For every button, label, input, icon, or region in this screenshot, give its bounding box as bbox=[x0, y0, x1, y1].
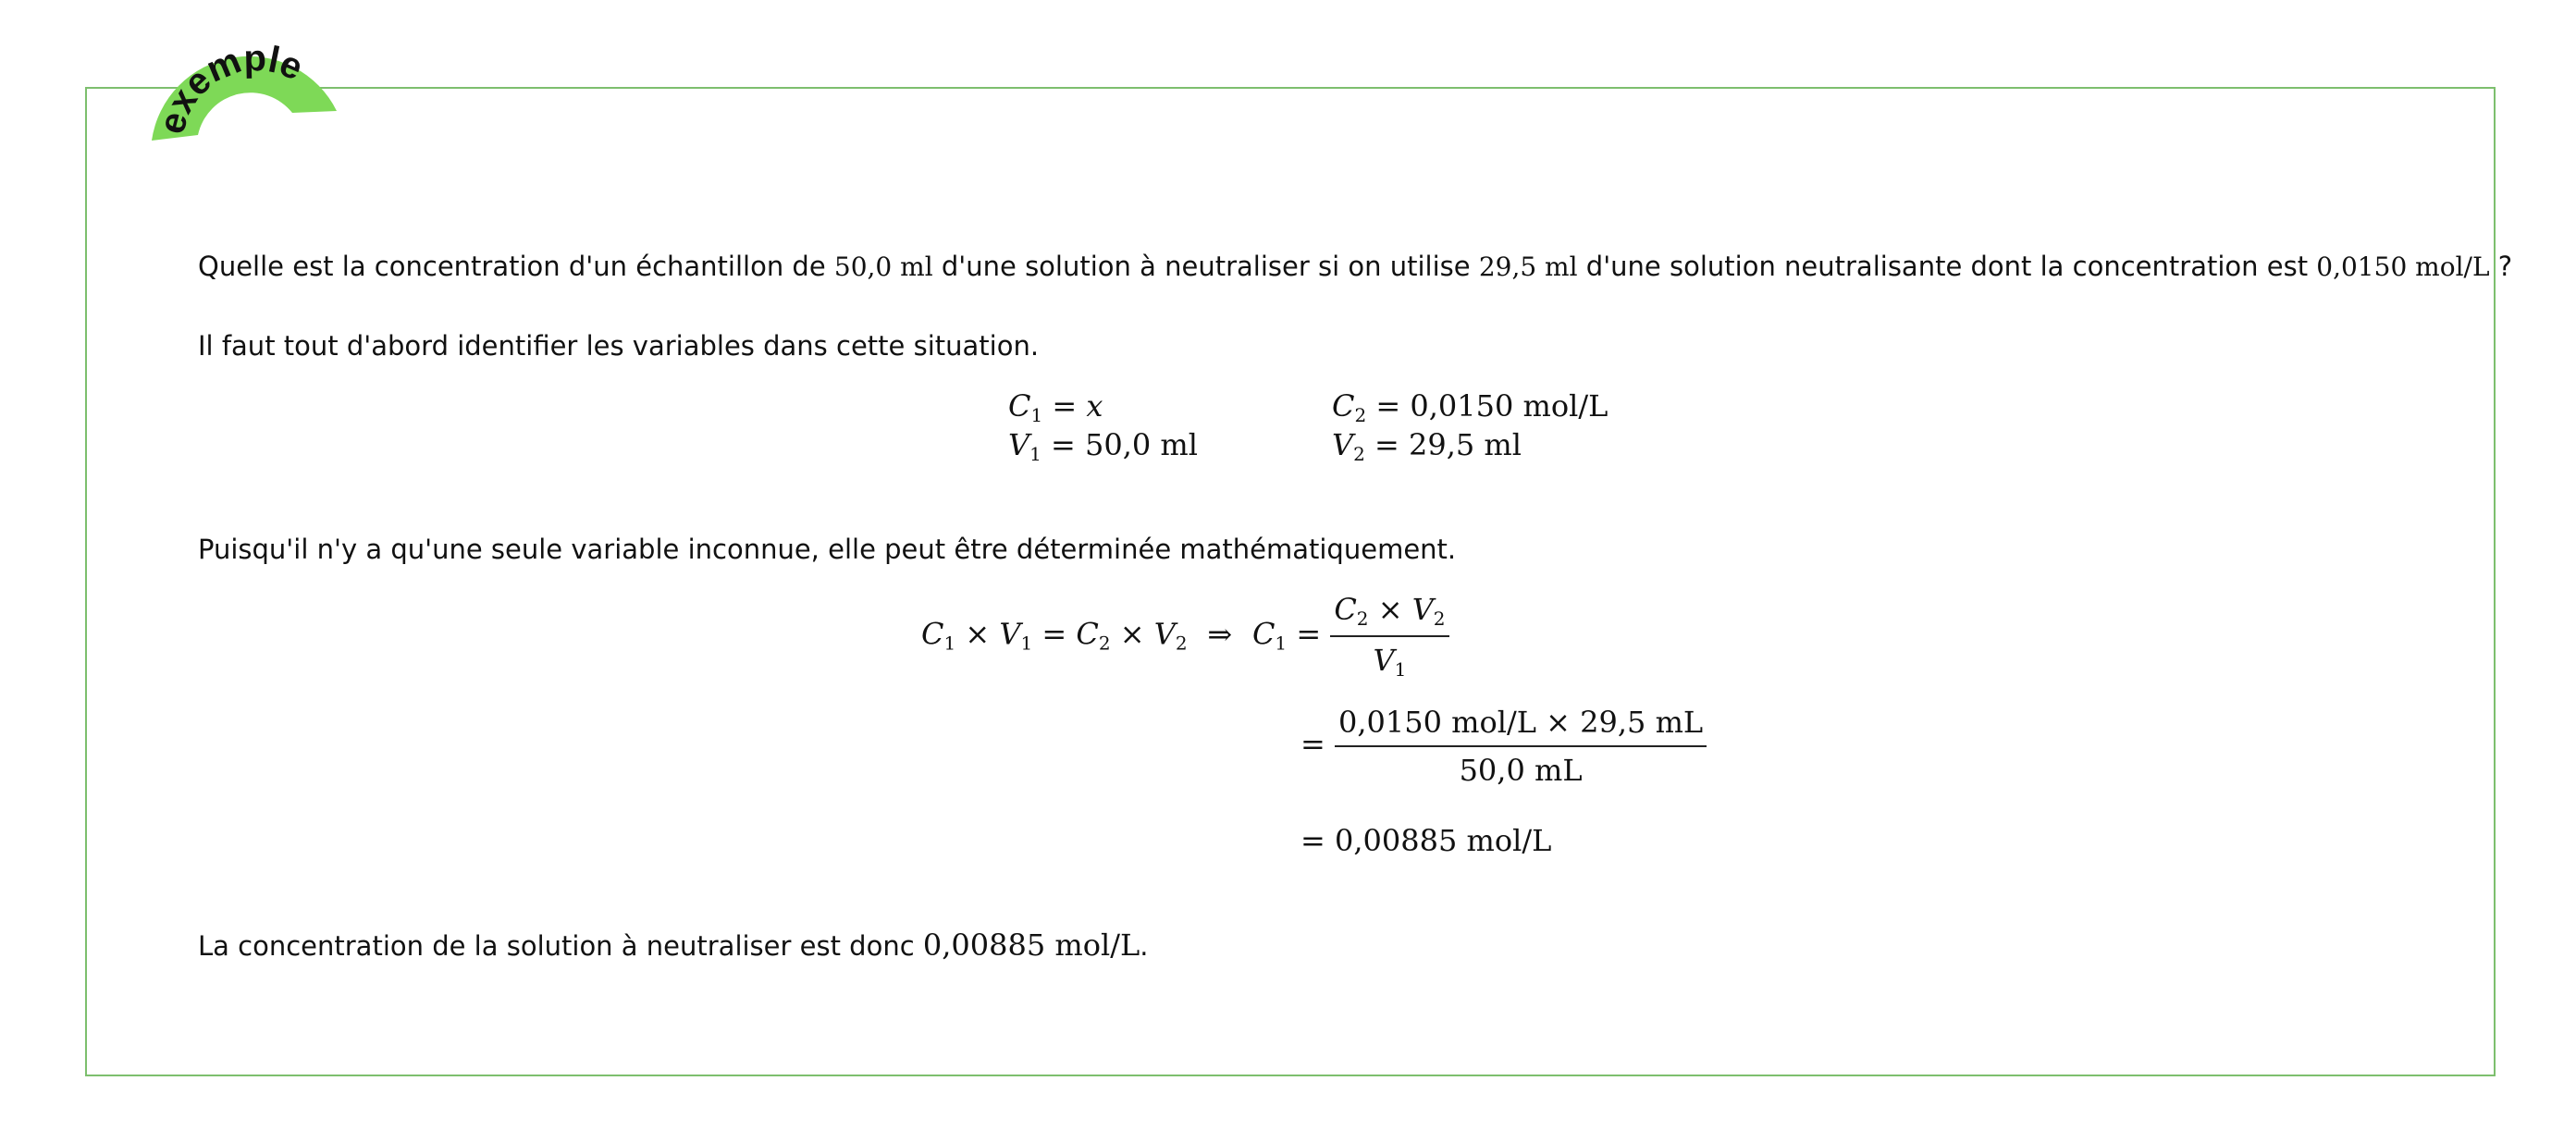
c2-definition: $C_2 = 0,0150$ mol/L bbox=[1332, 388, 1608, 426]
v2-definition: $V_2 = 29,5$ ml bbox=[1332, 427, 1522, 465]
conclusion-text: La concentration de la solution à neutraliser est donc 0,00885 mol/L. bbox=[198, 927, 1149, 963]
example-badge bbox=[139, 26, 361, 165]
conclusion-value: 0,00885 mol/L bbox=[922, 927, 1140, 963]
v1-definition: $V_1 = 50,0$ ml bbox=[1008, 427, 1198, 465]
result-step: = 0,00885 mol/L bbox=[1300, 823, 1552, 858]
titrant-volume: 29,5 ml bbox=[1478, 252, 1578, 282]
question-text: Quelle est la concentration d'un échantillon de 50,0 ml d'une solution à neutraliser si on utilise 29,5 ml d'une solution neutralisante dont la concentration est 0,0150 mol/L ? bbox=[198, 251, 2513, 282]
dilution-equation: $C_1 \times V_1 = C_2 \times V_2$ ⇒ $C_1$ = $\frac{C_2 \times V_2}{V_1}$ bbox=[921, 592, 1449, 681]
titrant-concentration: 0,0150 mol/L bbox=[2316, 252, 2490, 282]
explanation-text: Puisqu'il n'y a qu'une seule variable inconnue, elle peut être déterminée mathématiquement. bbox=[198, 534, 1457, 565]
substitution-fraction: $\frac{\text{0,0150 mol/L × 29,5 mL}}{50,0 mL}$ bbox=[1335, 705, 1707, 788]
sample-volume: 50,0 ml bbox=[833, 252, 933, 282]
substitution-step: = $\frac{\text{0,0150 mol/L × 29,5 mL}}{50,0 mL}$ bbox=[1300, 705, 1707, 788]
result-value: 0,00885 mol/L bbox=[1334, 823, 1552, 858]
implies-arrow: ⇒ bbox=[1207, 616, 1233, 652]
badge-label: exemple bbox=[151, 38, 309, 139]
c1-definition: $C_1 = x$ bbox=[1008, 388, 1103, 426]
intro-text: Il faut tout d'abord identifier les variables dans cette situation. bbox=[198, 330, 1040, 362]
formula-fraction: $\frac{C_2 \times V_2}{V_1}$ bbox=[1330, 592, 1448, 681]
